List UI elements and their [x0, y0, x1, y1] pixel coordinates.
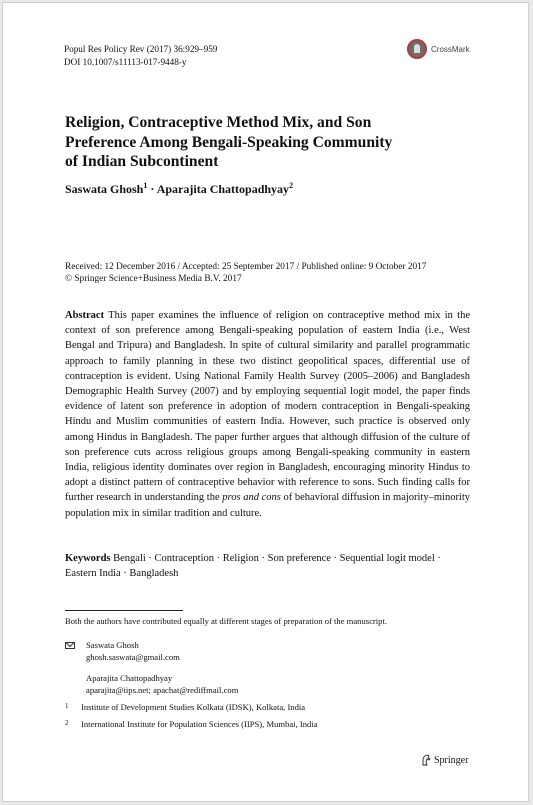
history-dates: Received: 12 December 2016 / Accepted: 25 September 2017 / Published online: 9 October 2017: [65, 262, 427, 272]
title-line: of Indian Subcontinent: [65, 153, 219, 170]
abstract-text: This paper examines the influence of religion on contraceptive method mix in the context of son preference among Bengali-speaking population of eastern India (i.e., West Bengal and Tripura) and Bangladesh. In spite of cultural similarity and parallel programmatic approach to family planning in these two distinct geopolitical spaces, differential use of contraception is evident. Using National Family Health Survey (2005–2006) and Bangladesh Demographic Health Survey (2007) and by employing sequential logit model, the paper finds evidence of latent son preference in adoption of modern contraception in Bengali-speaking Hindu and Muslim communities of eastern India. However, such practice is observed only among Hindus in Bangladesh. The paper further argues that although diffusion of the culture of son preference cuts across religious groups among Bengali-speaking community in eastern India, religious identity dominates over region in Bangladesh, encouraging minority Hindus to adopt a distinct pattern of contraceptive behavior with reference to sons. Such finding calls for further research in understanding the: [65, 310, 471, 504]
author-name: Aparajita Chattopadhyay: [156, 182, 290, 196]
journal-citation: Popul Res Policy Rev (2017) 36:929–959: [64, 44, 218, 54]
publication-dates: [65, 261, 426, 285]
keywords-text: Bengali · Contraception · Religion · Son preference · Sequential logit model · Eastern India · Bangladesh: [65, 553, 441, 580]
copyright: © Springer Science+Business Media B.V. 2017: [65, 274, 242, 284]
contact-email[interactable]: ghosh.saswata@gmail.com: [86, 651, 180, 662]
affiliation-number: 2: [65, 719, 69, 727]
paper-page: [2, 2, 529, 802]
crossmark-link[interactable]: [407, 39, 470, 59]
contact-email[interactable]: aparajita@iips.net; apachat@rediffmail.com: [86, 684, 239, 695]
corresponding-authors: [65, 640, 238, 696]
envelope-icon: [65, 642, 75, 649]
publisher-logo: [421, 754, 468, 766]
author-name: Saswata Ghosh: [65, 182, 144, 196]
paper-title: [65, 113, 465, 172]
contribution-footnote: Both the authors have contributed equally at different stages of preparation of the manuscript.: [65, 616, 388, 626]
affiliation-text: Institute of Development Studies Kolkata (IDSK), Kolkata, India: [81, 702, 306, 712]
affiliation-text: International Institute for Population Sciences (IIPS), Mumbai, India: [81, 719, 318, 729]
keywords-heading: Keywords: [65, 553, 111, 564]
title-line: Preference Among Bengali-Speaking Community: [65, 133, 393, 151]
author-affiliation-mark: 1: [143, 181, 148, 190]
journal-header: [64, 43, 217, 68]
abstract-heading: Abstract: [65, 310, 105, 321]
doi[interactable]: DOI 10.1007/s11113-017-9448-y: [64, 56, 187, 67]
author-separator: ·: [147, 182, 157, 196]
springer-horse-icon: [421, 754, 431, 766]
author-affiliation-mark: 2: [289, 181, 294, 190]
title-line: Religion, Contraceptive Method Mix, and Son: [65, 114, 372, 131]
keywords: [65, 551, 470, 581]
publisher-name: Springer: [434, 754, 469, 766]
abstract-text: of behavioral diffusion in majority–minority population mix in similar tradition and culture.: [65, 492, 471, 519]
affiliation: [65, 719, 318, 729]
contact-name: Saswata Ghosh: [86, 640, 139, 650]
contact-name: Aparajita Chattopadhyay: [86, 673, 173, 684]
abstract-italic: pros and cons: [222, 492, 281, 504]
crossmark-label: CrossMark: [431, 44, 470, 54]
abstract: [65, 308, 470, 521]
author-list: [65, 181, 293, 197]
affiliation: [65, 702, 305, 712]
footnote-divider: [65, 610, 183, 611]
affiliation-number: 1: [65, 702, 69, 710]
crossmark-icon: [407, 39, 427, 59]
